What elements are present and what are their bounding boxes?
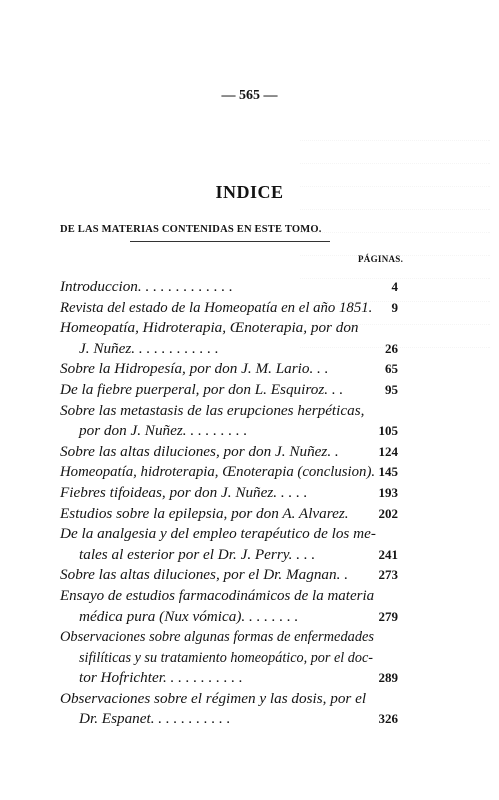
toc-entry-line [0, 442, 499, 463]
subtitle: DE LAS MATERIAS CONTENIDAS EN ESTE TOMO. [60, 224, 322, 235]
toc-entry [0, 380, 499, 401]
toc-page-number: 202 [378, 505, 398, 521]
toc-page-number: 326 [378, 711, 398, 727]
toc-entry [0, 504, 499, 525]
toc-entry-text: tales al esterior por el Dr. J. Perry. . . . [79, 545, 316, 563]
toc-entry [0, 277, 499, 298]
toc-entry-line [0, 483, 499, 504]
toc-entry-text: médica pura (Nux vómica). . . . . . . . [79, 607, 299, 625]
toc-entry [0, 442, 499, 463]
toc-entry-line [0, 586, 499, 607]
toc-entry [0, 318, 499, 359]
toc-page-number: 241 [378, 546, 398, 562]
toc-entry-text: Introduccion. . . . . . . . . . . . . [60, 278, 233, 295]
toc-entry-text: De la fiebre puerperal, por don L. Esquiroz. . . [60, 380, 344, 398]
toc-entry-line [0, 668, 499, 689]
toc-entry-text: J. Nuñez. . . . . . . . . . . . [79, 339, 219, 357]
toc-entry-line [0, 380, 499, 401]
toc-entry-line [0, 607, 499, 628]
toc-entry-line [0, 298, 499, 319]
page-title: INDICE [215, 182, 284, 202]
toc-page-number: 193 [378, 484, 398, 500]
toc-entry-line [0, 462, 499, 483]
toc-page-number: 124 [378, 443, 398, 459]
toc-entry-line [0, 709, 499, 730]
toc-page-number: 26 [385, 340, 398, 356]
toc-entry-line [0, 421, 499, 442]
toc-entry-text: Dr. Espanet. . . . . . . . . . . [79, 710, 231, 728]
pages-column-header: PÁGINAS. [358, 254, 404, 264]
toc-page-number: 273 [378, 567, 398, 583]
toc-entry [0, 401, 499, 442]
toc-entry-text: Sobre las metastasis de las erupciones herpéticas, [60, 401, 365, 419]
toc-entry-line [0, 545, 499, 566]
toc-entry-line [0, 277, 499, 298]
toc-page-number: 4 [391, 279, 398, 294]
toc-page-number: 9 [391, 299, 398, 315]
toc-entry [0, 586, 499, 627]
toc-entry [0, 359, 499, 380]
toc-entry-text: Sobre la Hidropesía, por don J. M. Lario. . . [60, 360, 329, 378]
toc-entry [0, 298, 499, 319]
toc-entry [0, 689, 499, 730]
toc-entry-line [0, 648, 499, 669]
toc-entry-line [0, 689, 499, 710]
toc-entry-line [0, 318, 499, 339]
toc-entry-text: sifilíticas y su tratamiento homeopático, por el doc- [79, 649, 373, 666]
toc-entry-text: Revista del estado de la Homeopatía en el año 1851. [60, 299, 373, 316]
toc-entry-text: Ensayo de estudios farmacodinámicos de la materia [60, 587, 375, 604]
toc-page-number: 279 [378, 608, 398, 624]
toc-entry-text: Fiebres tifoideas, por don J. Nuñez. . . . . [60, 483, 308, 501]
toc-page-number: 145 [378, 464, 398, 480]
toc-entry-line [0, 627, 499, 648]
toc-entry-text: tor Hofrichter. . . . . . . . . . . [79, 669, 243, 687]
toc-entry-text: Homeopatía, hidroterapia, Œnoterapia (conclusion). [60, 464, 376, 481]
toc-entry [0, 565, 499, 586]
toc-entry-line [0, 401, 499, 422]
toc-page-number: 95 [385, 381, 398, 397]
toc-entry-line [0, 565, 499, 586]
toc-entry-text: Sobre las altas diluciones, por don J. Nuñez. . [60, 442, 339, 460]
toc-page-number: 65 [385, 361, 398, 377]
toc-entry-line [0, 504, 499, 525]
toc-entry-line [0, 359, 499, 380]
toc-entry [0, 483, 499, 504]
toc-entry-line [0, 524, 499, 545]
toc-entry-text: De la analgesia y del empleo terapéutico de los me- [60, 525, 376, 543]
toc-entry-text: Homeopatía, Hidroterapia, Œnoterapia, por don [60, 319, 359, 337]
divider-rule [130, 241, 330, 242]
toc-entry-line [0, 339, 499, 360]
toc-page-number: 289 [378, 670, 398, 686]
toc-entry [0, 462, 499, 483]
toc-entry-text: Observaciones sobre algunas formas de enfermedades [60, 629, 375, 646]
toc-entry-text: Estudios sobre la epilepsia, por don A. Alvarez. [60, 504, 349, 522]
toc-entry-text: Sobre las altas diluciones, por el Dr. Magnan. . [60, 566, 348, 584]
toc-entry [0, 627, 499, 689]
toc-entry-text: por don J. Nuñez. . . . . . . . . [79, 422, 248, 440]
table-of-contents [0, 277, 499, 730]
toc-entry-text: Observaciones sobre el régimen y las dosis, por el [60, 689, 367, 707]
toc-page-number: 105 [378, 423, 398, 439]
toc-entry [0, 524, 499, 565]
page-number: — 565 — [221, 88, 278, 103]
